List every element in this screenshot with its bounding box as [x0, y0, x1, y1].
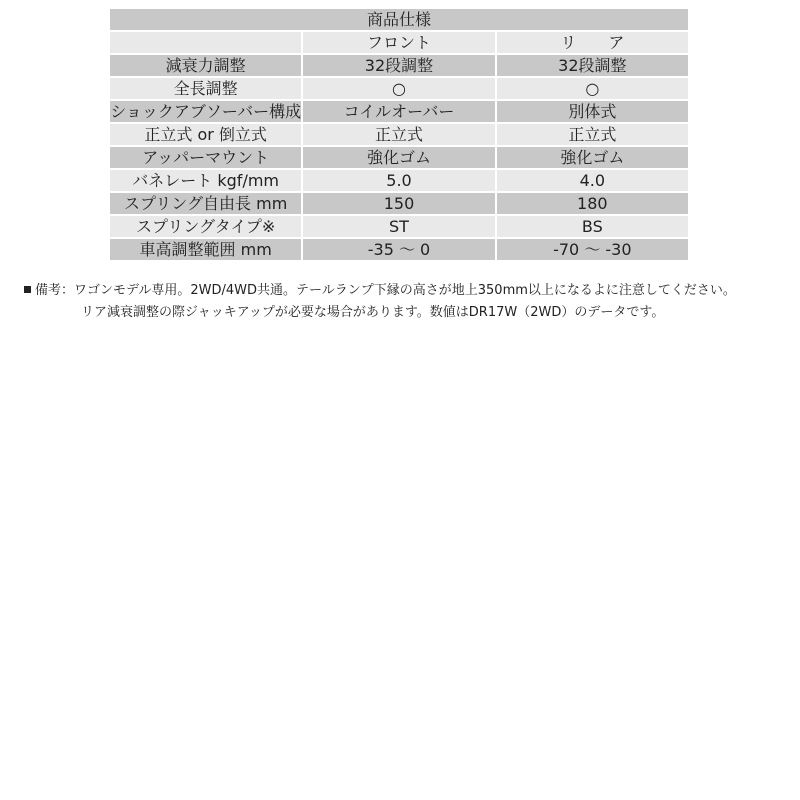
row-rear-value: BS — [497, 216, 688, 237]
row-front-value: 150 — [303, 193, 494, 214]
note-text-1: ワゴンモデル専用。2WD/4WD共通。テールランプ下縁の高さが地上350mm以上になるよに注意してください。 — [74, 283, 736, 298]
note-text-2: リア減衰調整の際ジャッキアップが必要な場合があります。数値はDR17W（2WD）のデータです。 — [81, 305, 665, 320]
row-rear-value: -70 ～ -30 — [497, 239, 688, 260]
row-label: スプリング自由長 mm — [110, 193, 301, 214]
table-row — [110, 55, 688, 76]
row-label: バネレート kgf/mm — [110, 170, 301, 191]
row-front-value: -35 ～ 0 — [303, 239, 494, 260]
spec-table — [108, 7, 690, 262]
row-label: 正立式 or 倒立式 — [110, 124, 301, 145]
row-rear-value: 32段調整 — [497, 55, 688, 76]
note-prefix: 備考： — [35, 283, 75, 298]
table-row — [110, 193, 688, 214]
row-rear-value: 4.0 — [497, 170, 688, 191]
table-row — [110, 239, 688, 260]
table-row — [110, 216, 688, 237]
row-front-value: ○ — [303, 78, 494, 99]
table-row — [110, 170, 688, 191]
row-label: スプリングタイプ※ — [110, 216, 301, 237]
row-rear-value: 正立式 — [497, 124, 688, 145]
square-bullet-icon — [24, 286, 31, 293]
row-front-value: ST — [303, 216, 494, 237]
row-front-value: 正立式 — [303, 124, 494, 145]
note-line-2 — [24, 302, 794, 324]
header-rear: リ ア — [497, 32, 688, 53]
spec-header-row — [110, 32, 688, 53]
row-label: 車高調整範囲 mm — [110, 239, 301, 260]
row-front-value: コイルオーバー — [303, 101, 494, 122]
row-label: アッパーマウント — [110, 147, 301, 168]
row-label: ショックアブソーバー構成 — [110, 102, 302, 121]
row-front-value: 5.0 — [303, 170, 494, 191]
row-rear-value: 強化ゴム — [497, 147, 688, 168]
note-line-1 — [24, 280, 794, 302]
row-front-value: 強化ゴム — [303, 147, 494, 168]
spec-title: 商品仕様 — [110, 9, 688, 30]
row-rear-value: ○ — [497, 78, 688, 99]
row-rear-value: 別体式 — [497, 101, 688, 122]
header-blank — [110, 32, 301, 53]
notes — [24, 280, 794, 324]
table-row — [110, 124, 688, 145]
spec-title-row — [110, 9, 688, 30]
table-row — [110, 101, 688, 122]
row-rear-value: 180 — [497, 193, 688, 214]
row-label: 減衰力調整 — [110, 55, 301, 76]
table-row — [110, 147, 688, 168]
row-label: 全長調整 — [110, 78, 301, 99]
table-row — [110, 78, 688, 99]
header-front: フロント — [303, 32, 494, 53]
row-front-value: 32段調整 — [303, 55, 494, 76]
